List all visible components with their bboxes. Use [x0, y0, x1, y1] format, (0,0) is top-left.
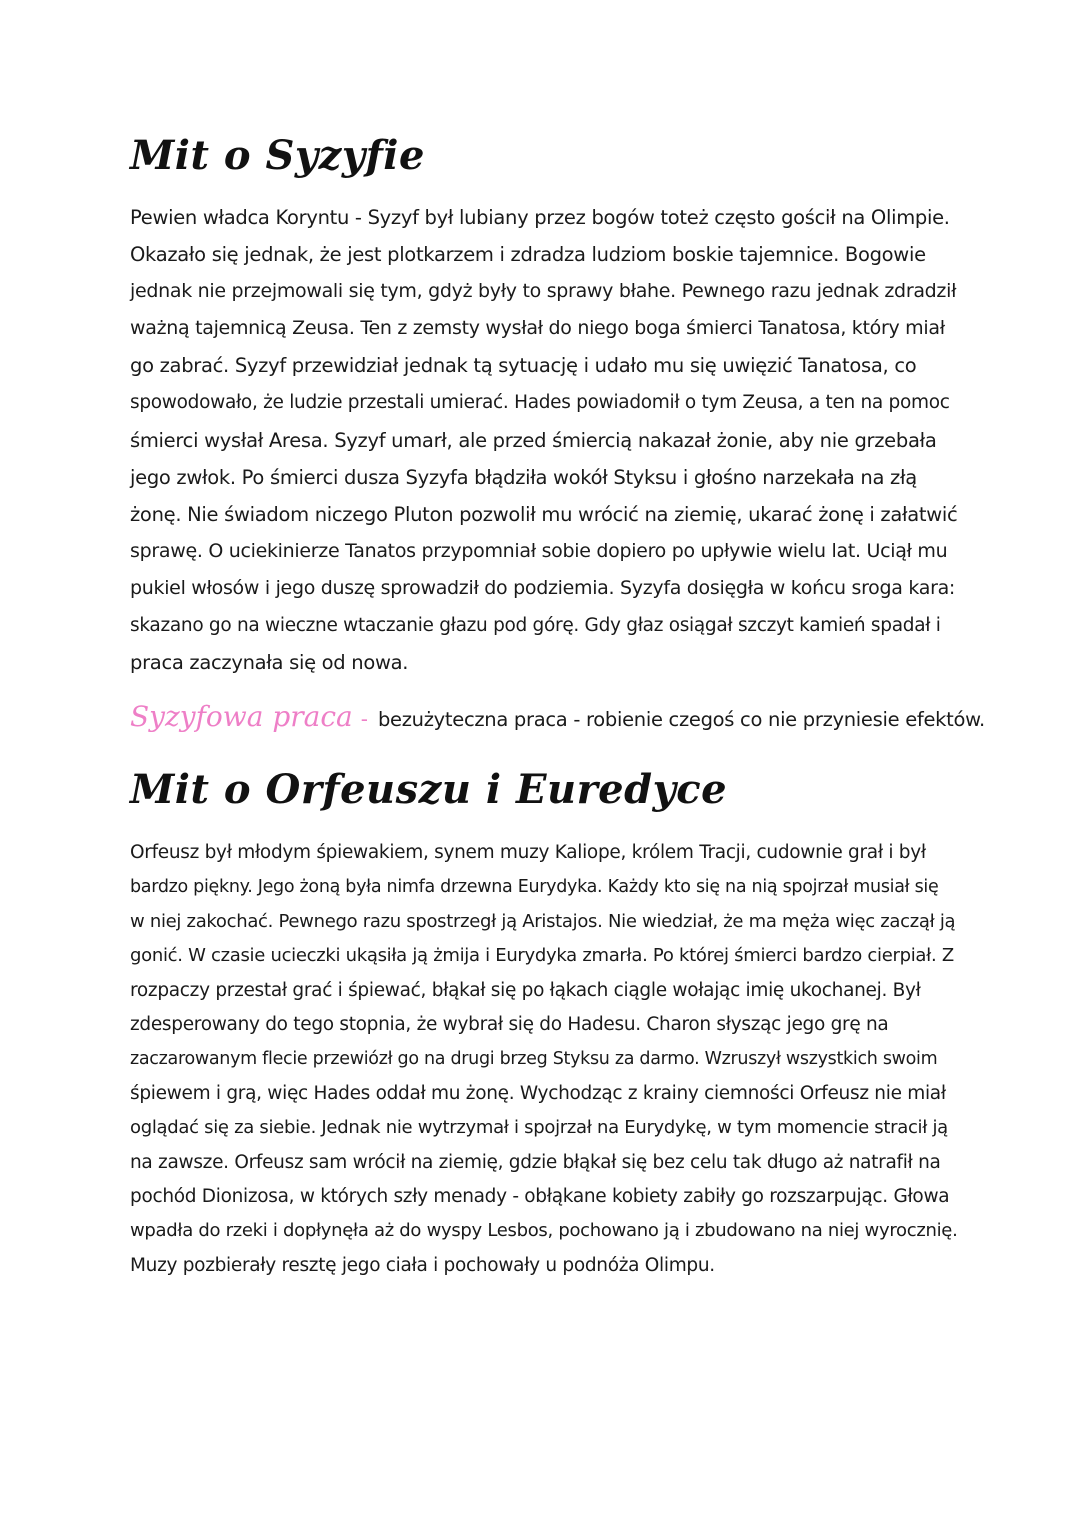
paragraph-line: wpadła do rzeki i dopłynęła aż do wyspy Lesbos, pochowano ją i zbudowano na niej wyrocznię. — [130, 1220, 958, 1242]
paragraph-line: rozpaczy przestał grać i śpiewać, błąkał się po łąkach ciągle wołając imię ukochanej. Był — [130, 979, 921, 1001]
paragraph-line: sprawę. O uciekinierze Tanatos przypomniał sobie dopiero po upływie wielu lat. Uciął mu — [130, 539, 948, 562]
paragraph-line: Muzy pozbierały resztę jego ciała i pochowały u podnóża Olimpu. — [130, 1254, 715, 1276]
definition-dash: - — [360, 707, 368, 731]
paragraph-line: gonić. W czasie ucieczki ukąsiła ją żmija i Eurydyka zmarła. Po której śmierci bardzo cierpiał. Z — [130, 945, 954, 967]
paragraph-line: Orfeusz był młodym śpiewakiem, synem muzy Kaliope, królem Tracji, cudownie grał i był — [130, 842, 926, 863]
paragraph-line: bardzo piękny. Jego żoną była nimfa drzewna Eurydyka. Każdy kto się na nią spojrzał musiał się — [130, 877, 939, 898]
paragraph-line: go zabrać. Syzyf przewidział jednak tą sytuację i udało mu się uwięzić Tanatosa, co — [130, 354, 917, 378]
paragraph-line: śmierci wysłał Aresa. Syzyf umarł, ale przed śmiercią nakazał żonie, aby nie grzebała — [130, 428, 937, 452]
paragraph-orfeusz — [130, 836, 960, 1283]
paragraph-line: oglądać się za siebie. Jednak nie wytrzymał i spojrzał na Eurydykę, w tym momencie stracił ją — [130, 1117, 948, 1139]
paragraph-line: pochód Dionizosa, w których szły menady - obłąkane kobiety zabiły go rozszarpując. Głowa — [130, 1185, 950, 1207]
section-title-orfeusz: Mit o Orfeuszu i Euredyce — [130, 766, 728, 813]
paragraph-line: żonę. Nie świadom niczego Pluton pozwolił mu wrócić na ziemię, ukarać żonę i załatwić — [130, 502, 958, 526]
paragraph-line: jego zwłok. Po śmierci dusza Syzyfa błądziła wokół Styksu i głośno narzekała na złą — [130, 465, 917, 489]
paragraph-line: jednak nie przejmowali się tym, gdyż były to sprawy błahe. Pewnego razu jednak zdradził — [130, 280, 957, 303]
definition-term: Syzyfowa praca — [130, 700, 353, 733]
paragraph-syzyf — [130, 199, 960, 681]
definition-syzyfowa-praca — [130, 700, 985, 733]
paragraph-line: spowodowało, że ludzie przestali umierać. Hades powiadomił o tym Zeusa, a ten na pomoc — [130, 392, 950, 414]
paragraph-line: w niej zakochać. Pewnego razu spostrzegł ją Aristajos. Nie wiedział, że ma męża więc zaczął ją — [130, 910, 956, 932]
section-title-syzyf: Mit o Syzyfie — [130, 132, 425, 179]
definition-text: bezużyteczna praca - robienie czegoś co nie przyniesie efektów. — [377, 708, 985, 731]
paragraph-line: praca zaczynała się od nowa. — [130, 651, 409, 675]
paragraph-line: Okazało się jednak, że jest plotkarzem i zdradza ludziom boskie tajemnice. Bogowie — [130, 243, 926, 267]
paragraph-line: zaczarowanym flecie przewiózł go na drugi brzeg Styksu za darmo. Wzruszył wszystkich swoim — [130, 1049, 938, 1070]
paragraph-line: skazano go na wieczne wtaczanie głazu pod górę. Gdy głaz osiągał szczyt kamień spadał i — [130, 615, 941, 637]
paragraph-line: na zawsze. Orfeusz sam wrócił na ziemię, gdzie błąkał się bez celu tak długo aż natrafił na — [130, 1151, 941, 1173]
paragraph-line: Pewien władca Koryntu - Syzyf był lubiany przez bogów toteż często gościł na Olimpie. — [130, 206, 950, 229]
paragraph-line: śpiewem i grą, więc Hades oddał mu żonę. Wychodząc z krainy ciemności Orfeusz nie miał — [130, 1082, 946, 1104]
paragraph-line: zdesperowany do tego stopnia, że wybrał się do Hadesu. Charon słysząc jego grę na — [130, 1013, 889, 1035]
paragraph-line: pukiel włosów i jego duszę sprowadził do podziemia. Syzyfa dosięgła w końcu sroga kara: — [130, 576, 956, 599]
paragraph-line: ważną tajemnicą Zeusa. Ten z zemsty wysłał do niego boga śmierci Tanatosa, który miał — [130, 317, 945, 340]
